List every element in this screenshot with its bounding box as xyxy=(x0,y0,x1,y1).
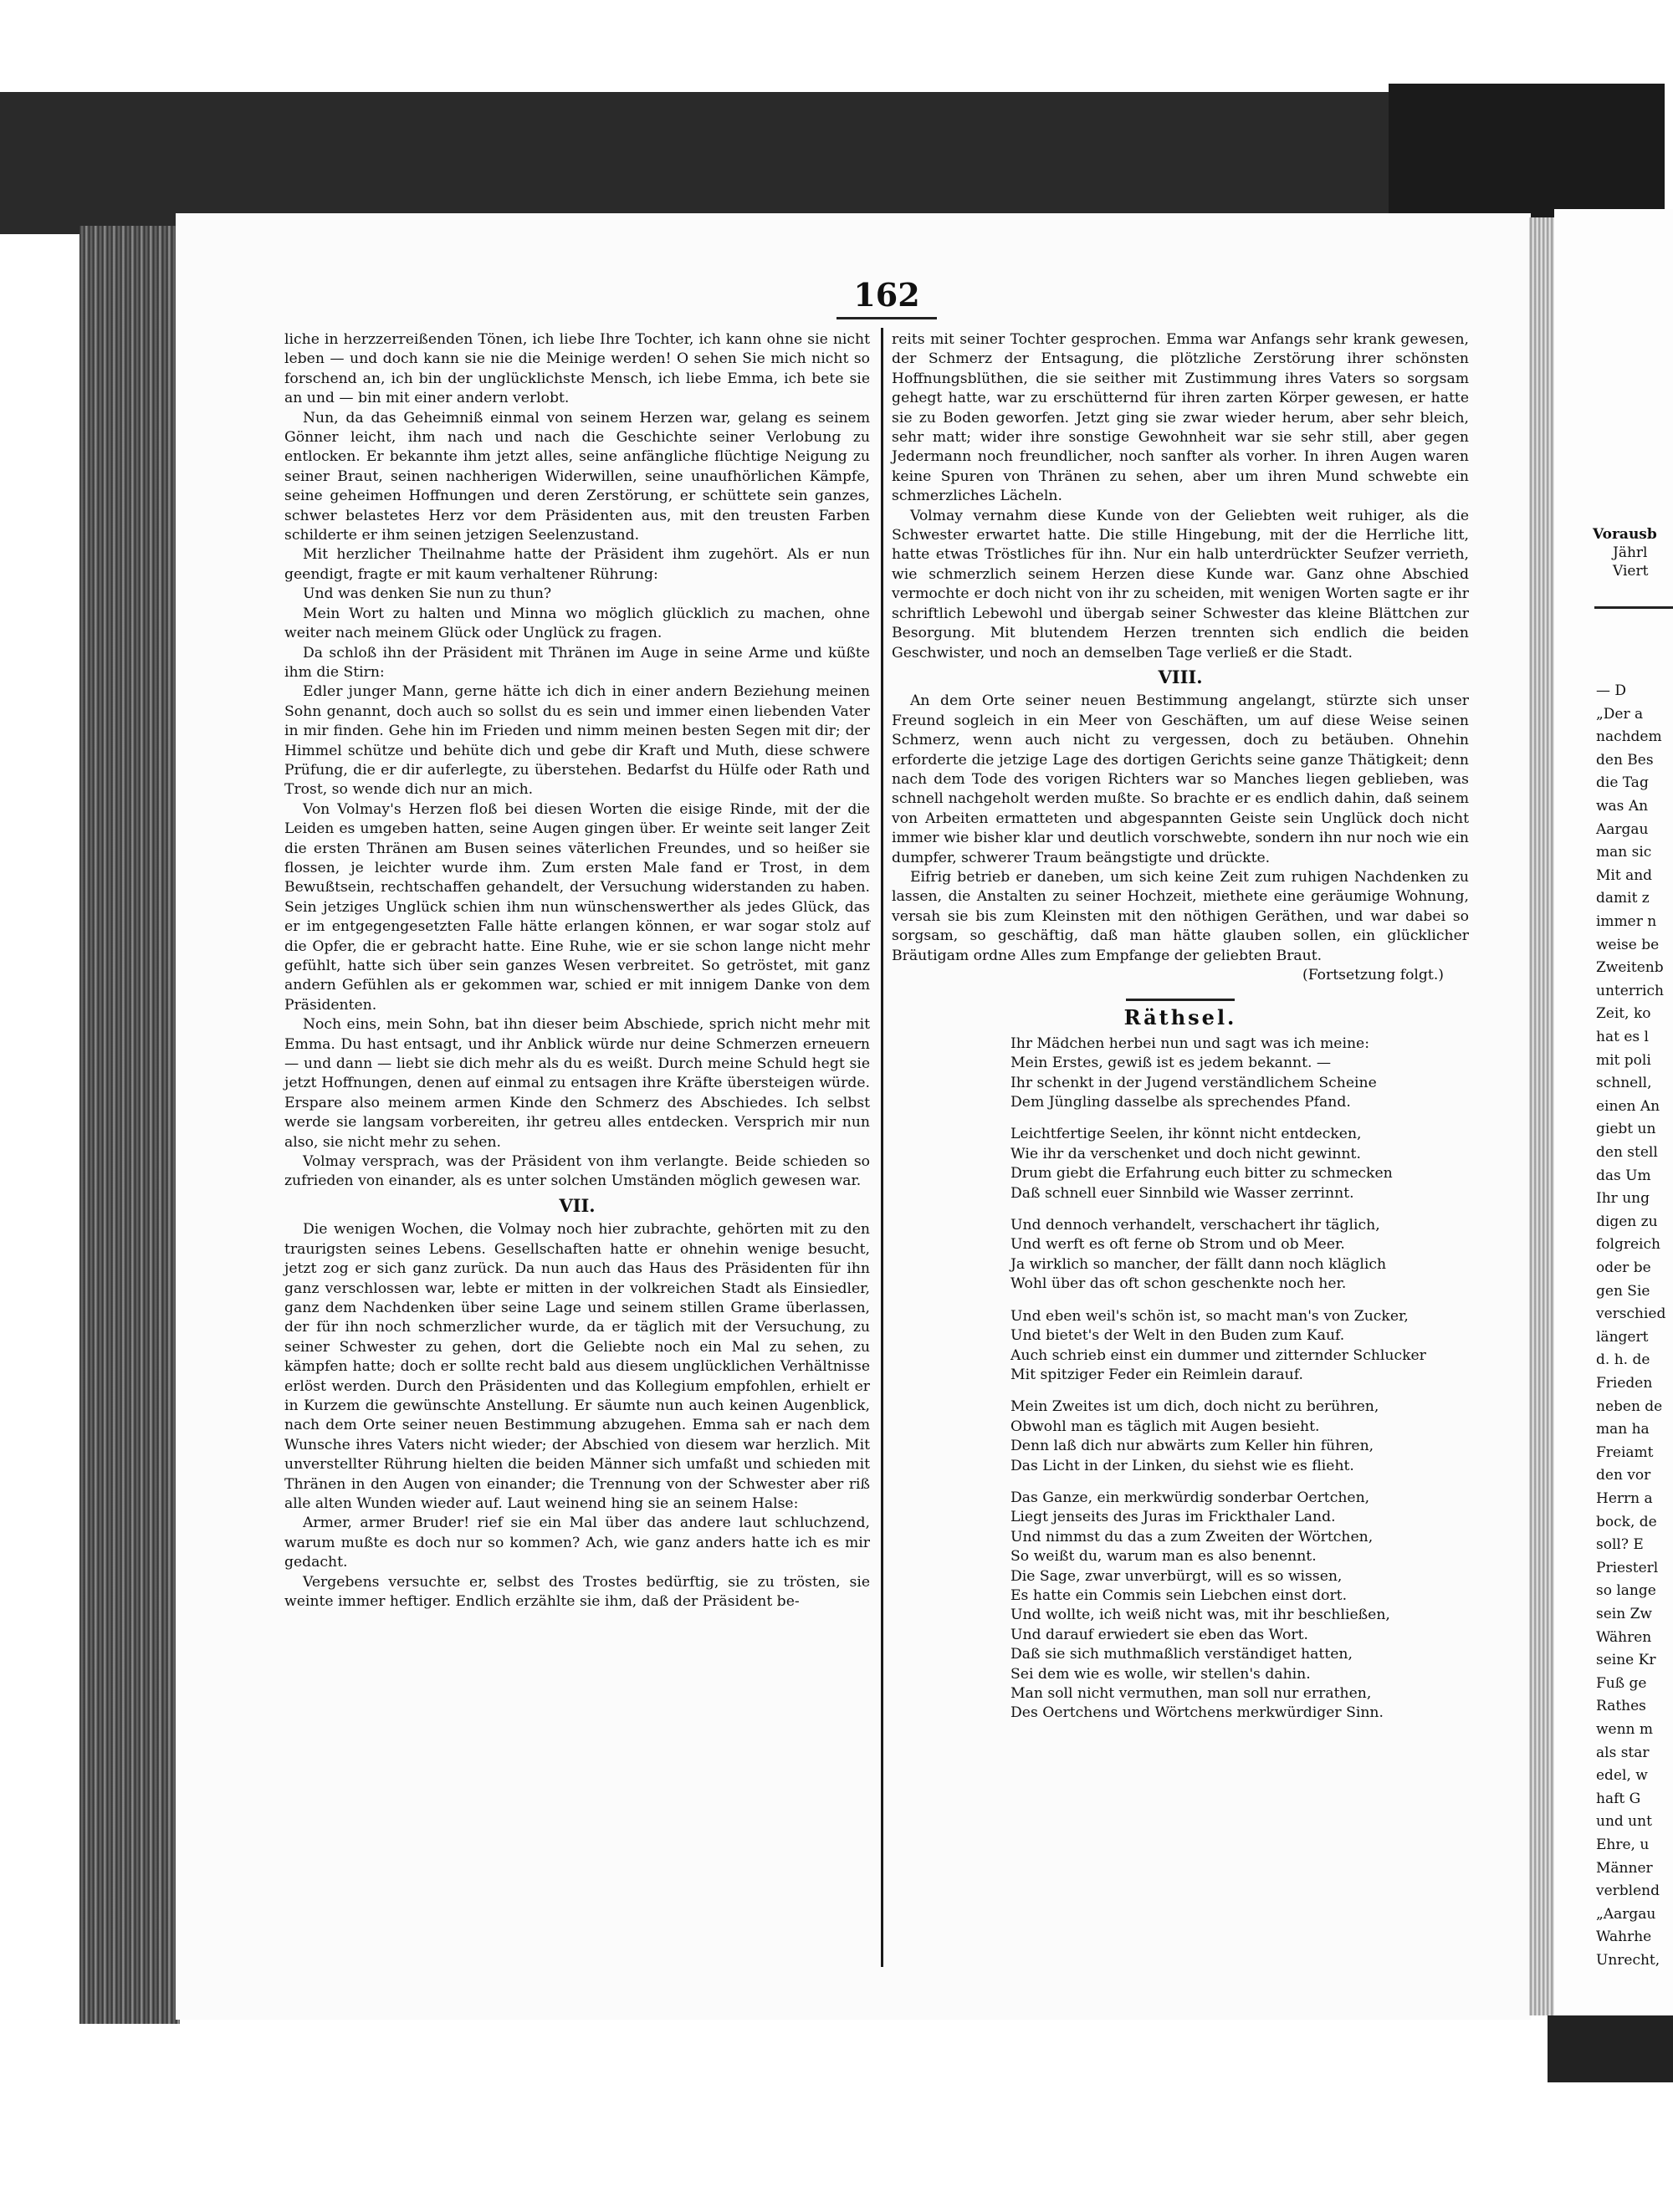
poem-line: Mein Erstes, gewiß ist es jedem bekannt. — xyxy=(1010,1055,1332,1072)
poem-line: Und wollte, ich weiß nicht was, mit ihr beschließen, xyxy=(1010,1607,1390,1624)
paragraph: liche in herzzerreißenden Tönen, ich liebe Ihre Tochter, ich kann ohne sie nicht leben — und doch kann sie nie die Meinige werden! O sehen Sie mich nicht so forschend an, ich bin der unglücklichste Mensch, ich liebe Emma, ich bete sie an und — bin mit einer andern verlobt. xyxy=(284,331,870,407)
paragraph: Die wenigen Wochen, die Volmay noch hier zubrachte, gehörten mit zu den traurigsten seines Lebens. Gesellschaften hatte er ohnehin wenige besucht, jetzt zog er sich ganz zurück. Da nun auch das Haus des Präsidenten für ihn ganz verschlossen war, lebte er mitten in der volkreichen Stadt als Einsiedler, ganz dem Nachdenken über seine Lage und seinem stillen Grame überlassen, der für ihn noch schmerzlicher wurde, da er täglich mit der Versuchung, zu seiner Schwester zu gehen, dort die Geliebte noch ein Mal zu sehen, zu kämpfen hatte; doch er sollte recht bald aus diesem unglücklichen Verhältnisse erlöst werden. Durch den Präsidenten und das Kollegium empfohlen, erhielt er in Kurzem die gewünschte Anstellung. Er säumte nun auch keinen Augenblick, nach dem Orte seiner neuen Bestimmung abzugehen. Emma sah er nach dem Wunsche ihres Vaters nicht wieder; der Abschied von diesem war herzlich. Mit unverstellter Rührung hielten die beiden Männer sich umfaßt und schieden mit Thränen in den Augen von einander; die Trennung von der Schwester aber riß alle alten Wunden wieder auf. Laut weinend hing sie an seinem Halse: xyxy=(284,1221,870,1512)
facing-page-line: schnell, xyxy=(1596,1075,1652,1092)
poem-line: Und nimmst du das a zum Zweiten der Wörtchen, xyxy=(1010,1528,1374,1545)
poem-line: Die Sage, zwar unverbürgt, will es so wissen, xyxy=(1010,1567,1343,1585)
paragraph: Mein Wort zu halten und Minna wo möglich glücklich zu machen, ohne weiter nach meinem Glück oder Unglück zu fragen. xyxy=(284,605,870,642)
poem-rule xyxy=(1126,999,1235,1001)
poem-line: Ihr Mädchen herbei nun und sagt was ich meine: xyxy=(1010,1034,1369,1052)
poem-line: Man soll nicht vermuthen, man soll nur errathen, xyxy=(1010,1685,1372,1702)
facing-page-line: immer n xyxy=(1596,913,1657,930)
poem-line: Und dennoch verhandelt, verschachert ihr täglich, xyxy=(1010,1217,1380,1234)
facing-page-line: „Der a xyxy=(1596,705,1644,723)
facing-page-line: unterrich xyxy=(1596,982,1664,999)
facing-page-line: Priesterl xyxy=(1596,1559,1659,1576)
paragraph: reits mit seiner Tochter gesprochen. Emma war Anfangs sehr krank gewesen, der Schmerz der Entsagung, die plötzliche Zerstörung ihrer schönsten Hoffnungsblüthen, die sie seither mit Zustimmung ihres Vaters so sorgsam gehegt hatte, war zu erschütternd für ihren zarten Körper gewesen, er hatte sie zu Boden geworfen. Jetzt ging sie zwar wieder herum, aber sehr bleich, sehr matt; wider ihre sonstige Gewohnheit war sie sehr still, aber gegen Jedermann noch freundlicher, noch sanfter als vorher. In ihren Augen waren keine Spuren von Thränen zu sehen, aber um ihren Mund schwebte ein schmerzliches Lächeln. xyxy=(892,331,1469,505)
facing-page-line: — D xyxy=(1596,682,1627,699)
poem-line: Es hatte ein Commis sein Liebchen einst dort. xyxy=(1010,1586,1348,1604)
facing-page-line: Zweitenb xyxy=(1596,959,1664,977)
paragraph: Mit herzlicher Theilnahme hatte der Präsident ihm zugehört. Als er nun geendigt, fragte er mit kaum verhaltener Rührung: xyxy=(284,546,870,583)
section-heading: VII. xyxy=(559,1194,596,1216)
facing-page-line: man ha xyxy=(1596,1421,1650,1438)
facing-page-line: weise be xyxy=(1596,936,1660,953)
poem-line: Wie ihr da verschenket und doch nicht gewinnt. xyxy=(1010,1145,1361,1162)
poem-line: Und werft es oft ferne ob Strom und ob Meer. xyxy=(1010,1236,1345,1254)
facing-page-line: Freiamt xyxy=(1596,1443,1654,1461)
poem-line: Auch schrieb einst ein dummer und zitternder Schlucker xyxy=(1010,1346,1426,1364)
paragraph: Volmay vernahm diese Kunde von der Geliebten weit ruhiger, als die Schwester erwartet hatte. Die stille Hingebung, mit der die Herrliche litt, hatte etwas Tröstliches für ihn. Nur ein halb unterdrückter Seufzer verrieth, wie schmerzlich seinem Herzen diese Kunde war. Ganz ohne Abschied vermochte er doch nicht von ihr zu scheiden, mit wenigen Worten sagte er ihr schriftlich Lebewohl und übergab seiner Schwester das kleine Blättchen zur Besorgung. Mit blutendem Herzen trennten sich endlich die beiden Geschwister, und noch an demselben Tage verließ er die Stadt. xyxy=(892,507,1469,662)
page-number: 162 xyxy=(836,276,937,319)
facing-page-line: Unrecht, xyxy=(1596,1952,1660,1969)
facing-page-header-line: Jährl xyxy=(1613,544,1648,561)
facing-page-line: Währen xyxy=(1596,1628,1652,1646)
facing-page-line: verblend xyxy=(1596,1882,1660,1900)
poem-line: Liegt jenseits des Juras im Frickthaler Land. xyxy=(1010,1509,1336,1526)
facing-page-line: längert xyxy=(1596,1328,1649,1346)
facing-page-line: edel, w xyxy=(1596,1767,1648,1785)
paragraph: An dem Orte seiner neuen Bestimmung angelangt, stürzte sich unser Freund sogleich in ein Meer von Geschäften, um auf diese Weise seinen Schmerz, wenn auch nicht zu vergessen, doch zu betäuben. Ohnehin erforderte die jetzige Lage des dortigen Gerichts seine ganze Thätigkeit; denn nach dem Tode des vorigen Richters war so Manches liegen geblieben, was schnell nachgeholt werden mußte. So brachte er es endlich dahin, daß seinem von Arbeiten ermatteten und abgespannten Geiste sein Unglück doch nicht immer wie bisher klar und deutlich vorschwebte, sondern ihn nur noch wie ein dumpfer, schwerer Traum beängstigte und drückte. xyxy=(892,692,1469,866)
facing-page-line: einen An xyxy=(1596,1097,1660,1115)
poem-line: Und bietet's der Welt in den Buden zum Kauf. xyxy=(1010,1327,1345,1345)
poem-line: Ja wirklich so mancher, der fällt dann noch kläglich xyxy=(1010,1255,1387,1273)
scan-background-top-right xyxy=(1389,84,1665,217)
scan-background-bottom xyxy=(1548,2015,1673,2082)
facing-page-line: Wahrhe xyxy=(1596,1928,1652,1946)
right-column xyxy=(892,330,1469,1736)
paragraph: Armer, armer Bruder! rief sie ein Mal über das andere laut schluchzend, warum mußte es doch nur so kommen? Ach, wie ganz anders hatte ich es mir gedacht. xyxy=(284,1515,870,1571)
facing-page-line: seine Kr xyxy=(1596,1652,1656,1669)
facing-page-line: neben de xyxy=(1596,1397,1663,1415)
poem-line: Sei dem wie es wolle, wir stellen's dahin. xyxy=(1010,1665,1311,1683)
facing-page-line: haft G xyxy=(1596,1790,1641,1807)
paragraph: Edler junger Mann, gerne hätte ich dich in einer andern Beziehung meinen Sohn genannt, doch auch so sollst du es sein und immer einen liebenden Vater in mir finden. Gehe hin im Frieden und nimm meinen besten Segen mit dir; der Himmel schütze und behüte dich und gebe dir Kraft und Muth, diese schwere Prüfung, die er dir auferlegte, zu überstehen. Bedarfst du Hülfe oder Rath und Trost, so wende dich nur an mich. xyxy=(284,683,870,799)
paragraph: Von Volmay's Herzen floß bei diesen Worten die eisige Rinde, mit der die Leiden es umgeben hatten, seine Augen gingen über. Er weinte seit langer Zeit die ersten Thränen am Busen seines väterlichen Freundes, und so heißer sie flossen, je leichter wurde ihm. Zum ersten Male fand er Trost, in dem Bewußtsein, rechtschaffen gehandelt, der Versuchung widerstanden zu haben. Sein jetziges Unglück schien ihm nun wünschenswerther als jedes Glück, das er im entgegengesetzten Falle hätte erlangen können, er war sogar stolz auf die Opfer, die er gebracht hatte. Eine Ruhe, wie er sie schon lange nicht mehr gefühlt, hatte sich über sein ganzes Wesen verbreitet. So getröstet, mit ganz andern Gefühlen als er gekommen war, schied er mit innigem Danke von dem Präsidenten. xyxy=(284,800,870,1014)
facing-page-line: wenn m xyxy=(1596,1721,1654,1738)
poem-title: Räthsel. xyxy=(1123,1005,1237,1030)
facing-page-line: d. h. de xyxy=(1596,1351,1650,1369)
poem-line: Und eben weil's schön ist, so macht man's von Zucker, xyxy=(1010,1307,1409,1325)
poem xyxy=(892,1034,1469,1724)
page-gutter xyxy=(1529,217,1554,2015)
poem-line: Mit spitziger Feder ein Reimlein darauf. xyxy=(1010,1366,1303,1383)
poem-line: Mein Zweites ist um dich, doch nicht zu berühren, xyxy=(1010,1398,1379,1416)
poem-stanza xyxy=(892,1125,1469,1203)
paragraph: Volmay versprach, was der Präsident von ihm verlangte. Beide schieden so zufrieden von einander, als es unter solchen Umständen möglich gewesen war. xyxy=(284,1153,870,1190)
facing-page-line: den Bes xyxy=(1596,751,1654,769)
poem-line: Daß schnell euer Sinnbild wie Wasser zerrinnt. xyxy=(1010,1184,1354,1202)
poem-line: Wohl über das oft schon geschenkte noch her. xyxy=(1010,1275,1347,1293)
facing-page-line: Fuß ge xyxy=(1596,1674,1647,1692)
poem-stanza xyxy=(892,1397,1469,1476)
facing-page-line: Zeit, ko xyxy=(1596,1005,1651,1023)
poem-line: Das Ganze, ein merkwürdig sonderbar Oertchen, xyxy=(1010,1489,1370,1506)
facing-page-line: Männer xyxy=(1596,1859,1653,1877)
facing-page-line: damit z xyxy=(1596,890,1650,907)
poem-line: Obwohl man es täglich mit Augen besieht. xyxy=(1010,1418,1320,1435)
paragraph: Noch eins, mein Sohn, bat ihn dieser beim Abschiede, sprich nicht mehr mit Emma. Du hast entsagt, und ihr Anblick würde nur deine Schmerzen erneuern — und dann — liebt sie dich mehr als du es weißt. Durch meine Schuld hegt sie jetzt Hoffnungen, denen auf einmal zu entsagen ihre Kräfte übersteigen würde. Erspare also meinem armen Kinde den Schmerz des Abschiedes. Ich selbst werde sie langsam vorbereiten, ihr getreu alles entdecken. Versprich mir nun also, sie nicht mehr zu sehen. xyxy=(284,1016,870,1151)
continuation-note: (Fortsetzung folgt.) xyxy=(1302,967,1444,983)
facing-page-line: soll? E xyxy=(1596,1536,1644,1554)
facing-page-line: was An xyxy=(1596,798,1649,815)
facing-page-line: oder be xyxy=(1596,1259,1651,1276)
facing-page-line: Aargau xyxy=(1596,820,1649,838)
facing-page-rule xyxy=(1594,606,1673,609)
paragraph: Und was denken Sie nun zu thun? xyxy=(303,585,552,603)
facing-page-line: „Aargau xyxy=(1596,1905,1656,1923)
facing-page-line: sein Zw xyxy=(1596,1606,1652,1622)
facing-page-header-line: Vorausb xyxy=(1593,526,1657,543)
facing-page-line: das Um xyxy=(1596,1167,1651,1184)
facing-page-line: hat es l xyxy=(1596,1029,1649,1045)
facing-page-line: verschied xyxy=(1596,1305,1666,1323)
paragraph: Da schloß ihn der Präsident mit Thränen im Auge in seine Arme und küßte ihm die Stirn: xyxy=(284,644,870,681)
book-page-edges xyxy=(79,226,180,2024)
right-column-prose xyxy=(892,330,1469,985)
poem-line: Des Oertchens und Wörtchens merkwürdiger Sinn. xyxy=(1010,1704,1384,1722)
poem-line: Denn laß dich nur abwärts zum Keller hin führen, xyxy=(1010,1438,1374,1455)
poem-stanza xyxy=(892,1034,1469,1113)
left-column xyxy=(284,330,870,1612)
facing-page-header-line: Viert xyxy=(1613,563,1649,580)
facing-page-line: Herrn a xyxy=(1596,1490,1653,1507)
poem-line: Das Licht in der Linken, du siehst wie es flieht. xyxy=(1010,1457,1354,1474)
facing-page-line: so lange xyxy=(1596,1582,1656,1600)
paragraph: Eifrig betrieb er daneben, um sich keine Zeit zum ruhigen Nachdenken zu lassen, die Anstalten zu seiner Hochzeit, miethete eine geräumige Wohnung, versah sie bis zum Kleinsten mit den nöthigen Geräthen, und war dabei so sorgsam, so geschäftig, daß man hätte glauben sollen, ein glücklicher Bräutigam ordne Alles zum Empfange der geliebten Braut. xyxy=(892,868,1469,964)
facing-page-line: Ehre, u xyxy=(1596,1837,1650,1853)
column-divider xyxy=(881,328,883,1967)
poem-line: Ihr schenkt in der Jugend verständlichem Scheine xyxy=(1010,1074,1377,1091)
facing-page-line: gen Sie xyxy=(1596,1282,1650,1300)
poem-line: Leichtfertige Seelen, ihr könnt nicht entdecken, xyxy=(1010,1126,1362,1143)
facing-page-line: und unt xyxy=(1596,1813,1652,1831)
facing-page-line: nachdem xyxy=(1596,728,1662,746)
poem-stanza xyxy=(892,1216,1469,1295)
facing-page-line: den vor xyxy=(1596,1467,1651,1484)
facing-page-line: Frieden xyxy=(1596,1375,1653,1392)
facing-page-line: digen zu xyxy=(1596,1213,1658,1230)
facing-page-line: Mit and xyxy=(1596,866,1653,884)
facing-page-line: als star xyxy=(1596,1744,1650,1761)
poem-stanza xyxy=(892,1307,1469,1386)
facing-page-line: giebt un xyxy=(1596,1121,1656,1138)
section-heading: VIII. xyxy=(1158,666,1203,687)
poem-line: Daß sie sich muthmaßlich verständiget hatten, xyxy=(1010,1646,1353,1663)
poem-line: Drum giebt die Erfahrung euch bitter zu schmecken xyxy=(1010,1165,1393,1183)
facing-page-line: den stell xyxy=(1596,1144,1658,1161)
poem-line: So weißt du, warum man es also benennt. xyxy=(1010,1548,1317,1566)
facing-page-line: mit poli xyxy=(1596,1051,1651,1069)
facing-page-line: Ihr ung xyxy=(1596,1190,1650,1208)
facing-page-line: folgreich xyxy=(1596,1236,1660,1254)
poem-stanza xyxy=(892,1489,1469,1724)
paragraph: Vergebens versuchte er, selbst des Trostes bedürftig, sie zu trösten, sie weinte immer heftiger. Endlich erzählte sie ihm, daß der Präsident be- xyxy=(284,1573,870,1610)
poem-line: Und darauf erwiedert sie eben das Wort. xyxy=(1010,1626,1308,1643)
facing-page-line: die Tag xyxy=(1596,774,1649,792)
poem-line: Dem Jüngling dasselbe als sprechendes Pfand. xyxy=(1010,1094,1351,1111)
paragraph: Nun, da das Geheimniß einmal von seinem Herzen war, gelang es seinem Gönner leicht, ihm nach und nach die Geschichte seiner Verlobung zu entlocken. Er bekannte ihm jetzt alles, seine anfängliche flüchtige Neigung zu seiner Braut, seinen nachherigen Widerwillen, seine unaufhörlichen Kämpfe, seine geheimen Hoffnungen und deren Zerstörung, er schüttete sein ganzes, schwer belastetes Herz vor dem Präsidenten aus, mit den treusten Farben schilderte er ihm seinen jetzigen Seelenzustand. xyxy=(284,409,870,544)
facing-page-line: man sic xyxy=(1596,844,1652,861)
facing-page-line: Rathes xyxy=(1596,1698,1646,1715)
facing-page-line: bock, de xyxy=(1596,1513,1657,1530)
